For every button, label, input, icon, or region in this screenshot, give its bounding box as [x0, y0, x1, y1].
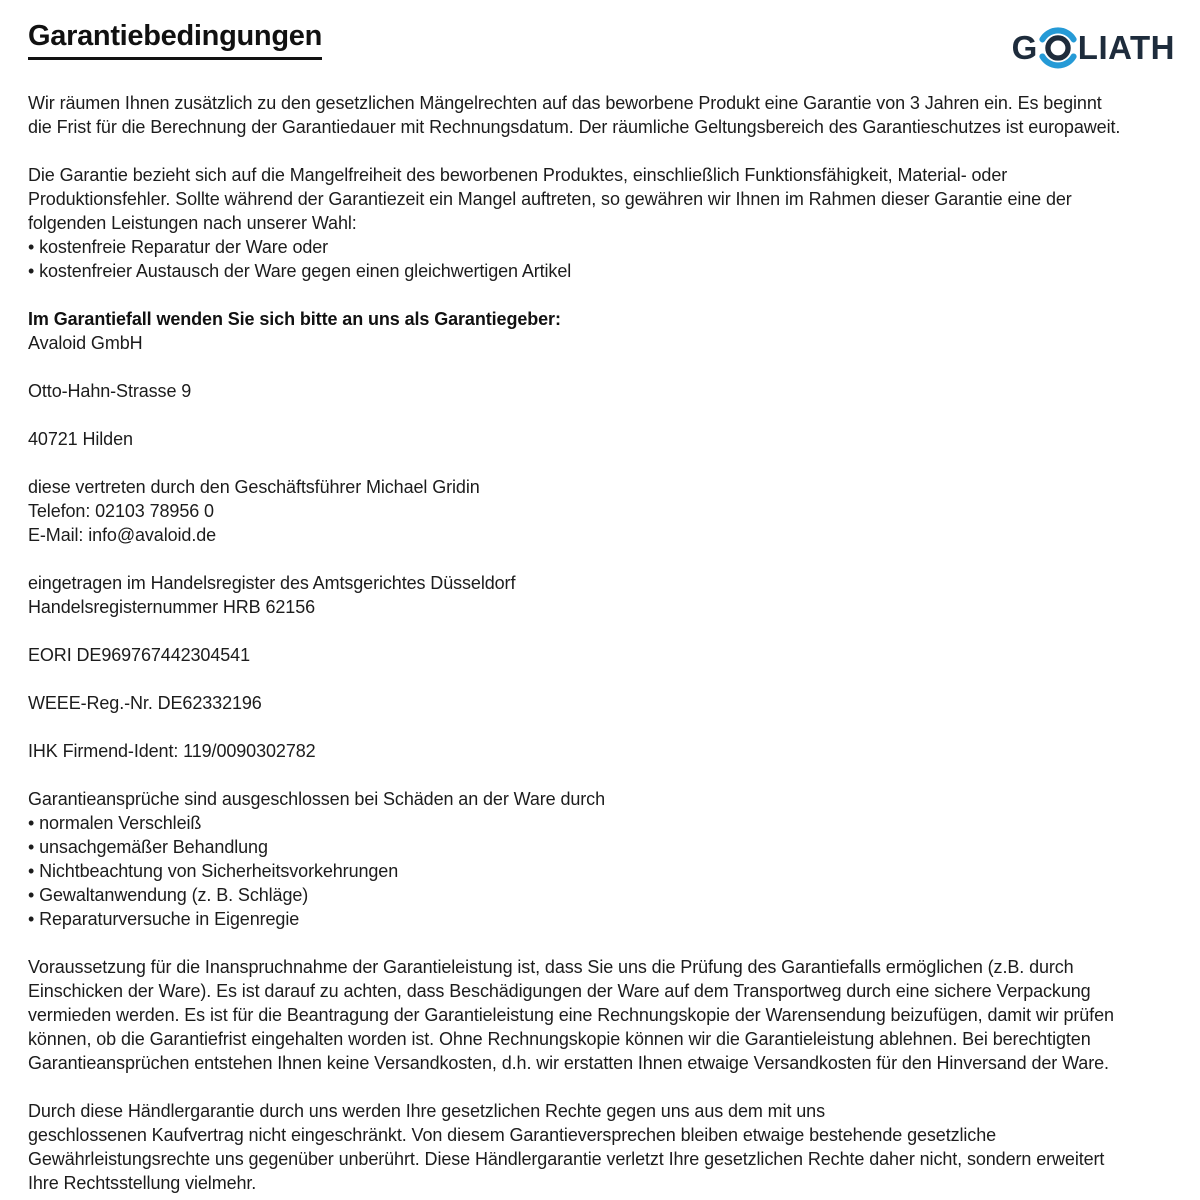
bullet-item: • Nichtbeachtung von Sicherheitsvorkehrungen — [28, 861, 399, 882]
paragraph — [28, 571, 1172, 619]
text-line: Garantieansprüchen entstehen Ihnen keine Versandkosten, d.h. wir erstatten Ihnen etwaige Versandkosten für den Hinversand der Ware. — [28, 1053, 1109, 1074]
text-line: WEEE-Reg.-Nr. DE62332196 — [28, 693, 262, 714]
text-line: Voraussetzung für die Inanspruchnahme der Garantieleistung ist, dass Sie uns die Prüfung des Garantiefalls ermöglichen (z.B. durch — [28, 957, 1074, 978]
logo-letter-g: G — [1011, 28, 1038, 66]
text-line: IHK Firmend-Ident: 119/0090302782 — [28, 741, 316, 762]
text-line: Ihre Rechtsstellung vielmehr. — [28, 1173, 257, 1194]
text-line: Die Garantie bezieht sich auf die Mangelfreiheit des beworbenen Produktes, einschließlich Funktionsfähigkeit, Material- oder — [28, 165, 1008, 186]
bullet-item: • Reparaturversuche in Eigenregie — [28, 909, 300, 930]
bullet-item: • Gewaltanwendung (z. B. Schläge) — [28, 885, 309, 906]
text-line: Durch diese Händlergarantie durch uns werden Ihre gesetzlichen Rechte gegen uns aus dem mit uns — [28, 1101, 825, 1122]
text-line: können, ob die Garantiefrist eingehalten worden ist. Ohne Rechnungskopie können wir die Garantieleistung ablehnen. Bei berechtigten — [28, 1029, 1091, 1050]
paragraph — [28, 475, 1172, 547]
paragraph — [28, 163, 1172, 283]
text-line: EORI DE969767442304541 — [28, 645, 250, 666]
page-header — [28, 20, 1175, 66]
text-line: Telefon: 02103 78956 0 — [28, 501, 214, 522]
bullet-item: • normalen Verschleiß — [28, 813, 202, 834]
paragraph — [28, 955, 1172, 1075]
text-line: diese vertreten durch den Geschäftsführer Michael Gridin — [28, 477, 480, 498]
text-line: eingetragen im Handelsregister des Amtsgerichtes Düsseldorf — [28, 573, 516, 594]
text-line: Wir räumen Ihnen zusätzlich zu den gesetzlichen Mängelrechten auf das beworbene Produkt eine Garantie von 3 Jahren ein. Es beginnt — [28, 93, 1102, 114]
text-line: Produktionsfehler. Sollte während der Garantiezeit ein Mangel auftreten, so gewähren wir Ihnen im Rahmen dieser Garantie eine der — [28, 189, 1072, 210]
logo-letters-liath: LIATH — [1077, 28, 1175, 66]
text-line: 40721 Hilden — [28, 429, 133, 450]
text-line: die Frist für die Berechnung der Garantiedauer mit Rechnungsdatum. Der räumliche Geltungsbereich des Garantieschutzes ist europaweit. — [28, 117, 1121, 138]
logo-o-ring-icon — [1039, 18, 1077, 76]
text-line: Handelsregisternummer HRB 62156 — [28, 597, 316, 618]
text-line: geschlossenen Kaufvertrag nicht eingeschränkt. Von diesem Garantieversprechen bleiben etwaige bestehende gesetzliche — [28, 1125, 997, 1146]
text-line: E-Mail: info@avaloid.de — [28, 525, 217, 546]
text-line: Gewährleistungsrechte uns gegenüber unberührt. Diese Händlergarantie verletzt Ihre gesetzlichen Rechte daher nicht, sondern erweitert — [28, 1149, 1105, 1170]
bullet-item: • unsachgemäßer Behandlung — [28, 837, 268, 858]
text-line: Einschicken der Ware). Es ist darauf zu achten, dass Beschädigungen der Ware auf dem Transportweg durch eine sichere Verpackung — [28, 981, 1091, 1002]
document-body — [28, 91, 1172, 1195]
page-title: Garantiebedingungen — [28, 20, 322, 60]
bullet-item: • kostenfreier Austausch der Ware gegen einen gleichwertigen Artikel — [28, 261, 572, 282]
text-line: vermieden werden. Es ist für die Beantragung der Garantieleistung eine Rechnungskopie der Warensendung beizufügen, damit wir prüfen — [28, 1005, 1114, 1026]
paragraph — [28, 739, 1172, 763]
paragraph — [28, 331, 1172, 355]
paragraph — [28, 787, 1172, 931]
paragraph — [28, 379, 1172, 403]
paragraph — [28, 1099, 1172, 1195]
paragraph — [28, 691, 1172, 715]
paragraph — [28, 91, 1172, 139]
text-line: Garantieansprüche sind ausgeschlossen bei Schäden an der Ware durch — [28, 789, 605, 810]
bullet-item: • kostenfreie Reparatur der Ware oder — [28, 237, 329, 258]
section-heading — [28, 307, 1172, 331]
text-line: Im Garantiefall wenden Sie sich bitte an uns als Garantiegeber: — [28, 309, 561, 330]
paragraph — [28, 643, 1172, 667]
text-line: Avaloid GmbH — [28, 333, 143, 354]
text-line: Otto-Hahn-Strasse 9 — [28, 381, 192, 402]
paragraph — [28, 427, 1172, 451]
goliath-logo — [1012, 14, 1175, 80]
text-line: folgenden Leistungen nach unserer Wahl: — [28, 213, 357, 234]
